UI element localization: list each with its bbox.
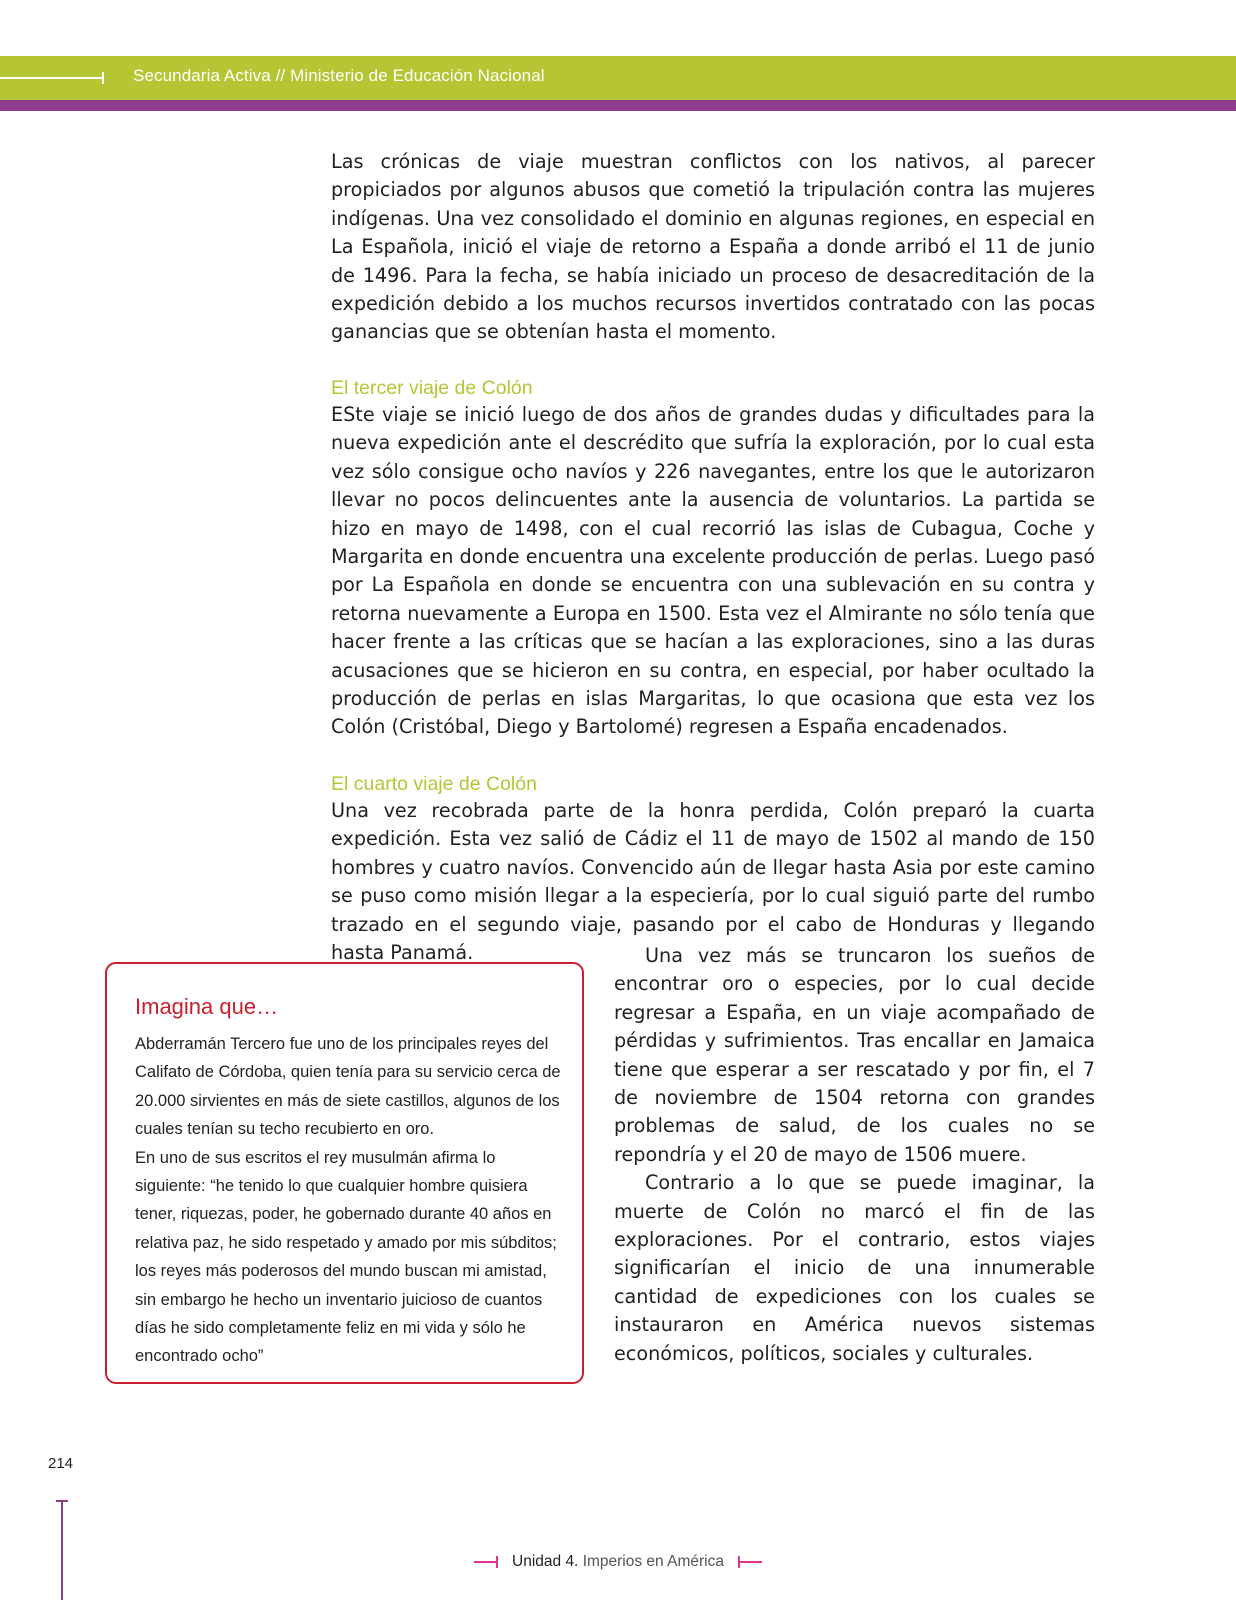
section-fourth-voyage: [331, 771, 1095, 967]
footer: [0, 1553, 1236, 1571]
callout-body: [135, 1030, 565, 1371]
section-paragraph: ESte viaje se inició luego de dos años de grandes dudas y dificultades para la nueva expedición ante el descrédito que sufría la exploración, por lo cual esta vez sólo consigue ocho navíos y 226 navegantes, entre los que le autorizaron llevar no pocos delincuentes ante la ausencia de voluntarios. La partida se hizo en mayo de 1498, con el cual recorrió las islas de Cubagua, Coche y Margarita en donde encuentra una excelente producción de perlas. Luego pasó por La Española en donde se encuentra con una sublevación en su contra y retorna nuevamente a Europa en 1500. Esta vez el Almirante no sólo tenía que hacer frente a las críticas que se hacían a las exploraciones, sino a las duras acusaciones que se hicieron en su contra, en especial, por haber ocultado la producción de perlas en islas Margaritas, lo que ocasiona que esta vez los Colón (Cristóbal, Diego y Bartolomé) regresen a España encadenados.: [331, 403, 1095, 739]
section-paragraph: Contrario a lo que se puede imaginar, la muerte de Colón no marcó el fin de las exploraciones. Por el contrario, estos viajes significarían el inicio de una innumerable cantidad de expediciones con los cuales se instauraron en América nuevos sistemas económicos, políticos, sociales y culturales.: [614, 1171, 1095, 1365]
footer-ornament-left: [474, 1561, 498, 1563]
section-paragraph: Una vez más se truncaron los sueños de encontrar oro o especies, por lo cual decide regresar a España, en un viaje acompañado de pérdidas y sufrimientos. Tras encallar en Jamaica tiene que esperar a ser rescatado y por fin, el 7 de noviembre de 1504 retorna con grandes problemas de salud, de los cuales no se repondría y el 20 de mayo de 1506 muere.: [614, 944, 1095, 1166]
callout-paragraph: En uno de sus escritos el rey musulmán afirma lo siguiente: “he tenido lo que cualquier hombre quisiera tener, riquezas, poder, he gobernado durante 40 años en relativa paz, he sido respetado y amado por mis súbditos; los reyes más poderosos del mundo buscan mi amistad, sin embargo he hecho un inventario juicioso de cuantos días he sido completamente feliz en mi vida y sólo he encontrado ocho”: [135, 1148, 557, 1366]
section-third-voyage: [331, 375, 1095, 742]
header-rule: [0, 77, 102, 79]
imagina-callout-box: [105, 962, 584, 1384]
page-number: 214: [48, 1455, 74, 1472]
callout-title: Imagina que…: [135, 994, 279, 1019]
header-title: Secundaria Activa // Ministerio de Educación Nacional: [133, 66, 545, 85]
section-heading: El cuarto viaje de Colón: [331, 773, 537, 795]
intro-paragraph: Las crónicas de viaje muestran conflictos con los nativos, al parecer propiciados por algunos abusos que cometió la tripulación contra las mujeres indígenas. Una vez consolidado el dominio en algunas regiones, en especial en La Española, inició el viaje de retorno a España a donde arribó el 11 de junio de 1496. Para la fecha, se había iniciado un proceso de desacreditación de la expedición debido a los muchos recursos invertidos contratado con las pocas ganancias que se obtenían hasta el momento.: [331, 150, 1095, 344]
footer-title: Imperios en América: [582, 1553, 724, 1570]
header-rule-tick: [102, 72, 104, 84]
right-column: [614, 942, 1095, 1368]
section-paragraph: Una vez recobrada parte de la honra perdida, Colón preparó la cuarta expedición. Esta vez salió de Cádiz el 11 de mayo de 1502 al mando de 150 hombres y cuatro navíos. Convencido aún de llegar hasta Asia por este camino se puso como misión llegar a la especiería, por lo cual siguió parte del rumbo trazado en el segundo viaje, pasando por el cabo de Honduras y llegando hasta Panamá.: [331, 799, 1095, 965]
header-accent-stripe: [0, 100, 1236, 111]
footer-ornament-right: [738, 1561, 762, 1563]
footer-unit: Unidad 4.: [512, 1553, 579, 1570]
section-heading: El tercer viaje de Colón: [331, 377, 533, 399]
callout-paragraph: Abderramán Tercero fue uno de los principales reyes del Califato de Córdoba, quien tenía para su servicio cerca de 20.000 sirvientes en más de siete castillos, algunos de los cuales tenían su techo recubierto en oro.: [135, 1035, 561, 1139]
margin-rule: [61, 1501, 63, 1600]
